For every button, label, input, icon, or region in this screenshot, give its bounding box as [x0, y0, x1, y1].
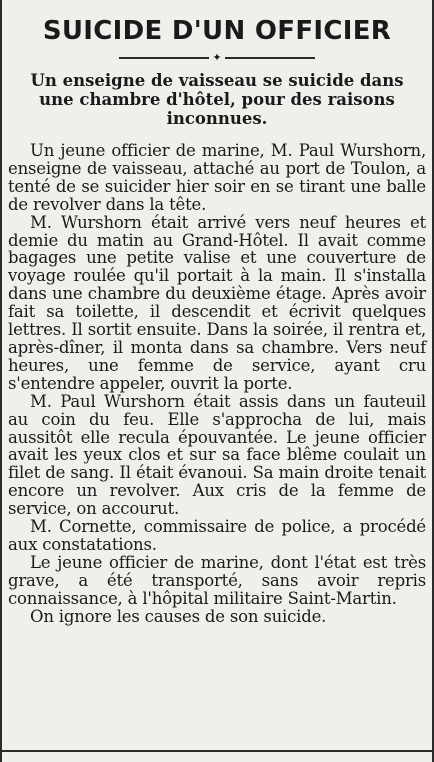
paragraph: On ignore les causes de son suicide. [30, 606, 327, 626]
bottom-rule [0, 750, 434, 752]
paragraph: Le jeune officier de marine, dont l'état est très grave, a été transporté, sans avoir repris connaissance, à l'hôpital militaire Saint-Martin. [8, 552, 426, 608]
ornament-line-right [225, 57, 315, 59]
paragraph: M. Cornette, commissaire de police, a procédé aux constatations. [8, 517, 426, 554]
paragraph: M. Wurshorn était arrivé vers neuf heures et demie du matin au Grand-Hôtel. Il avait comme bagages une petite valise et une couverture de voyage roulée qu'il portait à la main. Il s'installa dans une chambre du deuxième étage. Après avoir fait sa toilette, il descendit et écrivit quelques lettres. Il sortit ensuite. Dans la soirée, il rentra et, après-dîner, il monta dans sa chambre. Vers neuf heures, une femme de service, ayant cru s'entendre appeler, ouvrit la porte. [8, 212, 426, 393]
paragraph: Un jeune officier de marine, M. Paul Wurshorn, enseigne de vaisseau, attaché au port de Toulon, a tenté de se suicider hier soir en se tirant une balle de revolver dans la tête. [8, 141, 426, 214]
column-rule-left [0, 0, 2, 762]
article-subheadline: Un enseigne de vaisseau se suicide dans une chambre d'hôtel, pour des raisons inconnues. [30, 71, 404, 128]
ornament-star-icon: ✦ [212, 51, 222, 64]
article-headline: SUICIDE D'UN OFFICIER [42, 16, 392, 46]
article-body [8, 142, 426, 625]
paragraph: M. Paul Wurshorn était assis dans un fauteuil au coin du feu. Elle s'approcha de lui, mais aussitôt elle recula épouvantée. Le jeune officier avait les yeux clos et sur sa face blême coulait un filet de sang. Il était évanoui. Sa main droite tenait encore un revolver. Aux cris de la femme de service, on accourut. [8, 391, 426, 519]
ornament-line-left [119, 57, 209, 59]
headline-ornament [8, 52, 426, 63]
